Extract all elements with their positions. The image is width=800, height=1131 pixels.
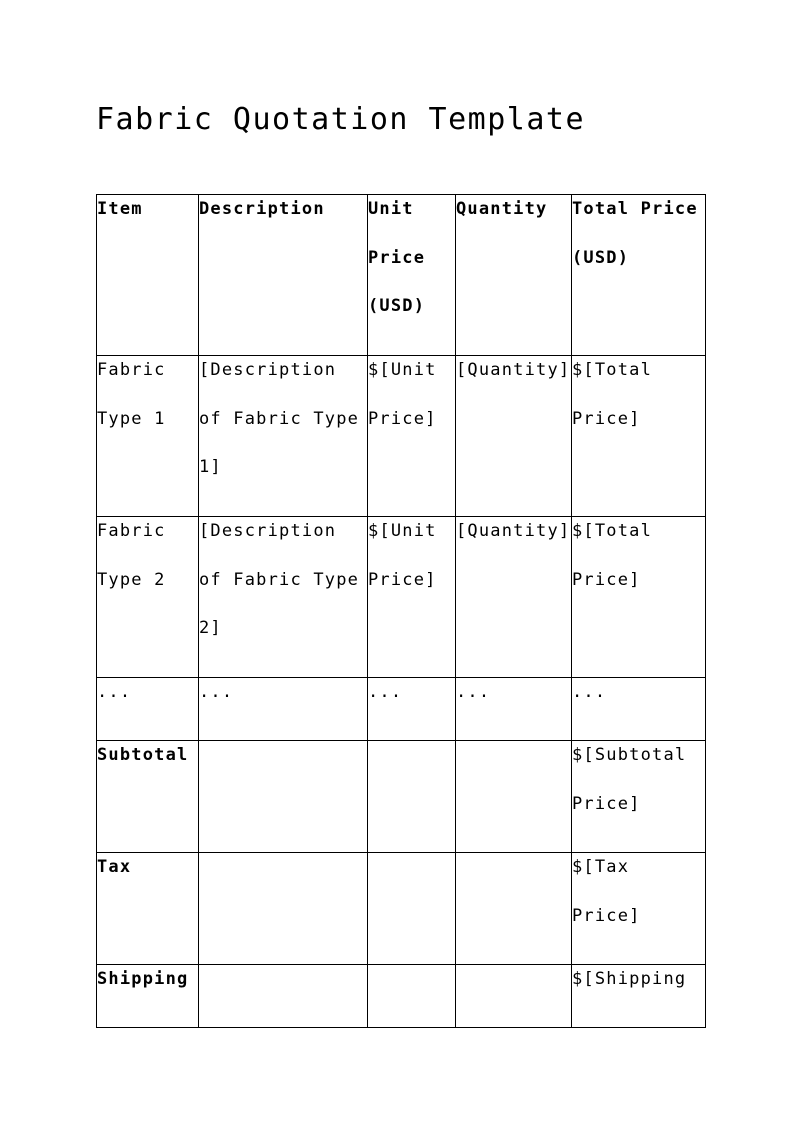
item-cell: Fabric Type 2 [97, 517, 199, 678]
tax-label: Tax [97, 853, 199, 965]
total-price-cell: ... [572, 678, 706, 741]
table-header-row [97, 195, 706, 356]
column-header-total-price: Total Price (USD) [572, 195, 706, 356]
empty-cell [199, 853, 368, 965]
tax-value: $[Tax Price] [572, 853, 706, 965]
subtotal-value: $[Subtotal Price] [572, 741, 706, 853]
unit-price-cell: $[Unit Price] [368, 356, 456, 517]
quantity-cell: [Quantity] [456, 356, 572, 517]
column-header-quantity: Quantity [456, 195, 572, 356]
column-header-item: Item [97, 195, 199, 356]
empty-cell [456, 965, 572, 1028]
unit-price-cell: ... [368, 678, 456, 741]
empty-cell [368, 965, 456, 1028]
description-cell: ... [199, 678, 368, 741]
subtotal-row [97, 741, 706, 853]
empty-cell [199, 741, 368, 853]
total-price-cell: $[Total Price] [572, 356, 706, 517]
table-row [97, 517, 706, 678]
table-row [97, 356, 706, 517]
empty-cell [368, 741, 456, 853]
column-header-description: Description [199, 195, 368, 356]
empty-cell [456, 741, 572, 853]
shipping-row [97, 965, 706, 1028]
subtotal-label: Subtotal [97, 741, 199, 853]
page-title: Fabric Quotation Template [96, 102, 586, 137]
empty-cell [199, 965, 368, 1028]
table-row [97, 678, 706, 741]
quotation-table [96, 194, 706, 1028]
quantity-cell: [Quantity] [456, 517, 572, 678]
description-cell: [Description of Fabric Type 1] [199, 356, 368, 517]
quantity-cell: ... [456, 678, 572, 741]
total-price-cell: $[Total Price] [572, 517, 706, 678]
tax-row [97, 853, 706, 965]
description-cell: [Description of Fabric Type 2] [199, 517, 368, 678]
column-header-unit-price: Unit Price (USD) [368, 195, 456, 356]
shipping-label: Shipping [97, 965, 199, 1028]
unit-price-cell: $[Unit Price] [368, 517, 456, 678]
item-cell: Fabric Type 1 [97, 356, 199, 517]
item-cell: ... [97, 678, 199, 741]
shipping-value: $[Shipping [572, 965, 706, 1028]
empty-cell [456, 853, 572, 965]
empty-cell [368, 853, 456, 965]
